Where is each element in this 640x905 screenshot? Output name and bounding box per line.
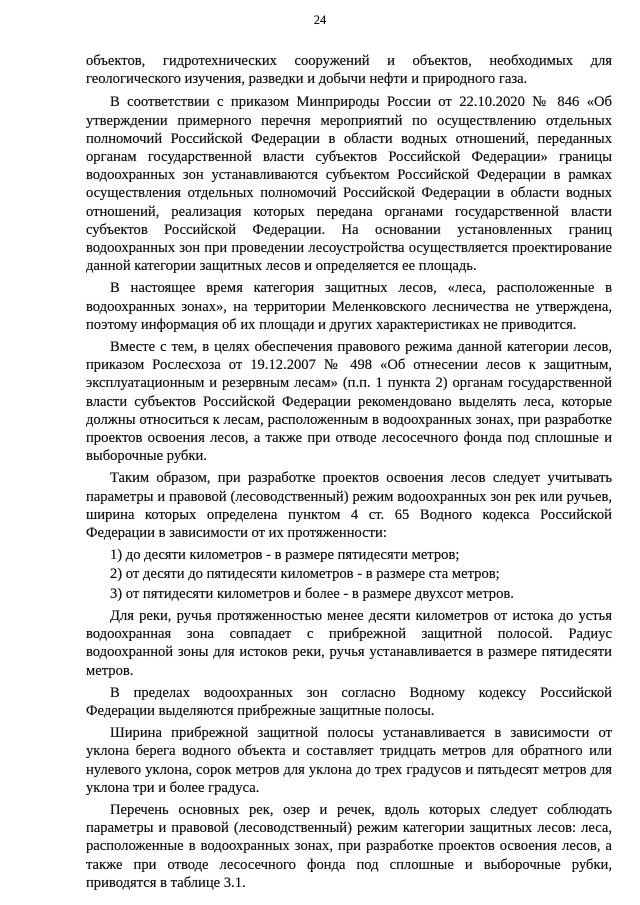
body-text — [86, 52, 612, 896]
list-item: 1) до десяти километров - в размере пятидесяти метров; — [110, 547, 460, 564]
paragraph-zone-width-rules: Таким образом, при разработке проектов освоения лесов следует учитывать параметры и правовой (лесоводственный) режим водоохранных зон рек или ручьев, ширина которых определена пунктом 4 ст. 65 Водного кодекса Российской Федерации в зависимости от их протяженности: — [86, 470, 612, 542]
list-item: 2) от десяти до пятидесяти километров - в размере ста метров; — [110, 566, 500, 583]
paragraph-short-rivers: Для реки, ручья протяженностью менее десяти километров от истока до устья водоохранная зона совпадает с прибрежной защитной полосой. Радиус водоохранной зоны для истоков реки, ручья устанавливается в размере пятидесяти метров. — [86, 607, 612, 679]
paragraph-protective-strips: В пределах водоохранных зон согласно Водному кодексу Российской Федерации выделяются прибрежные защитные полосы. — [86, 684, 612, 719]
paragraph-table-reference: Перечень основных рек, озер и речек, вдоль которых следует соблюдать параметры и правовой (лесоводственный) режим категории защитных лесов: леса, расположенные в водоохранных зонах, при разработке проектов освоения лесов, а также при отводе лесосечного фонда под сплошные и выборочные рубки, приводятся в таблице 3.1. — [86, 801, 612, 891]
list-item: 3) от пятидесяти километров и более - в размере двухсот метров. — [110, 585, 514, 602]
paragraph-continuation: объектов, гидротехнических сооружений и объектов, необходимых для геологического изучения, разведки и добычи нефти и природного газа. — [86, 53, 612, 88]
paragraph-order-846: В соответствии с приказом Минприроды России от 22.10.2020 № 846 «Об утверждении примерного перечня мероприятий по осуществлению отдельных полномочий Российской Федерации в области водных отношений, переданных органам государственной власти субъектов Российской Федерации» границы водоохранных зон устанавливаются субъектом Российской Федерации в рамках осуществления отдельных полномочий Российской Федерации в области водных отношений, реализация которых передана органами государственной власти субъектов Российской Федерации. На основании установленных границ водоохранных зон при проведении лесоустройства осуществляется проектирование данной категории защитных лесов и определяется ее площадь. — [86, 94, 612, 275]
page-number: 24 — [313, 13, 327, 27]
paragraph-category-status: В настоящее время категория защитных лесов, «леса, расположенные в водоохранных зонах», на территории Меленковского лесничества не утверждена, поэтому информация об их площади и других характеристиках не приводится. — [86, 280, 612, 333]
paragraph-order-498: Вместе с тем, в целях обеспечения правового режима данной категории лесов, приказом Рослесхоза от 19.12.2007 № 498 «Об отнесении лесов к защитным, эксплуатационным и резервным лесам» (п.п. 1 пункта 2) органам государственной власти субъектов Российской Федерации рекомендовано выделять леса, которые должны относиться к лесам, расположенным в водоохранных зонах, при разработке проектов освоения лесов, а также при отводе лесосечного фонда под сплошные и выборочные рубки. — [86, 339, 612, 465]
paragraph-strip-width: Ширина прибрежной защитной полосы устанавливается в зависимости от уклона берега водного объекта и составляет тридцать метров для обратного или нулевого уклона, сорок метров для уклона до трех градусов и пятьдесят метров для уклона три и более градуса. — [86, 725, 612, 796]
